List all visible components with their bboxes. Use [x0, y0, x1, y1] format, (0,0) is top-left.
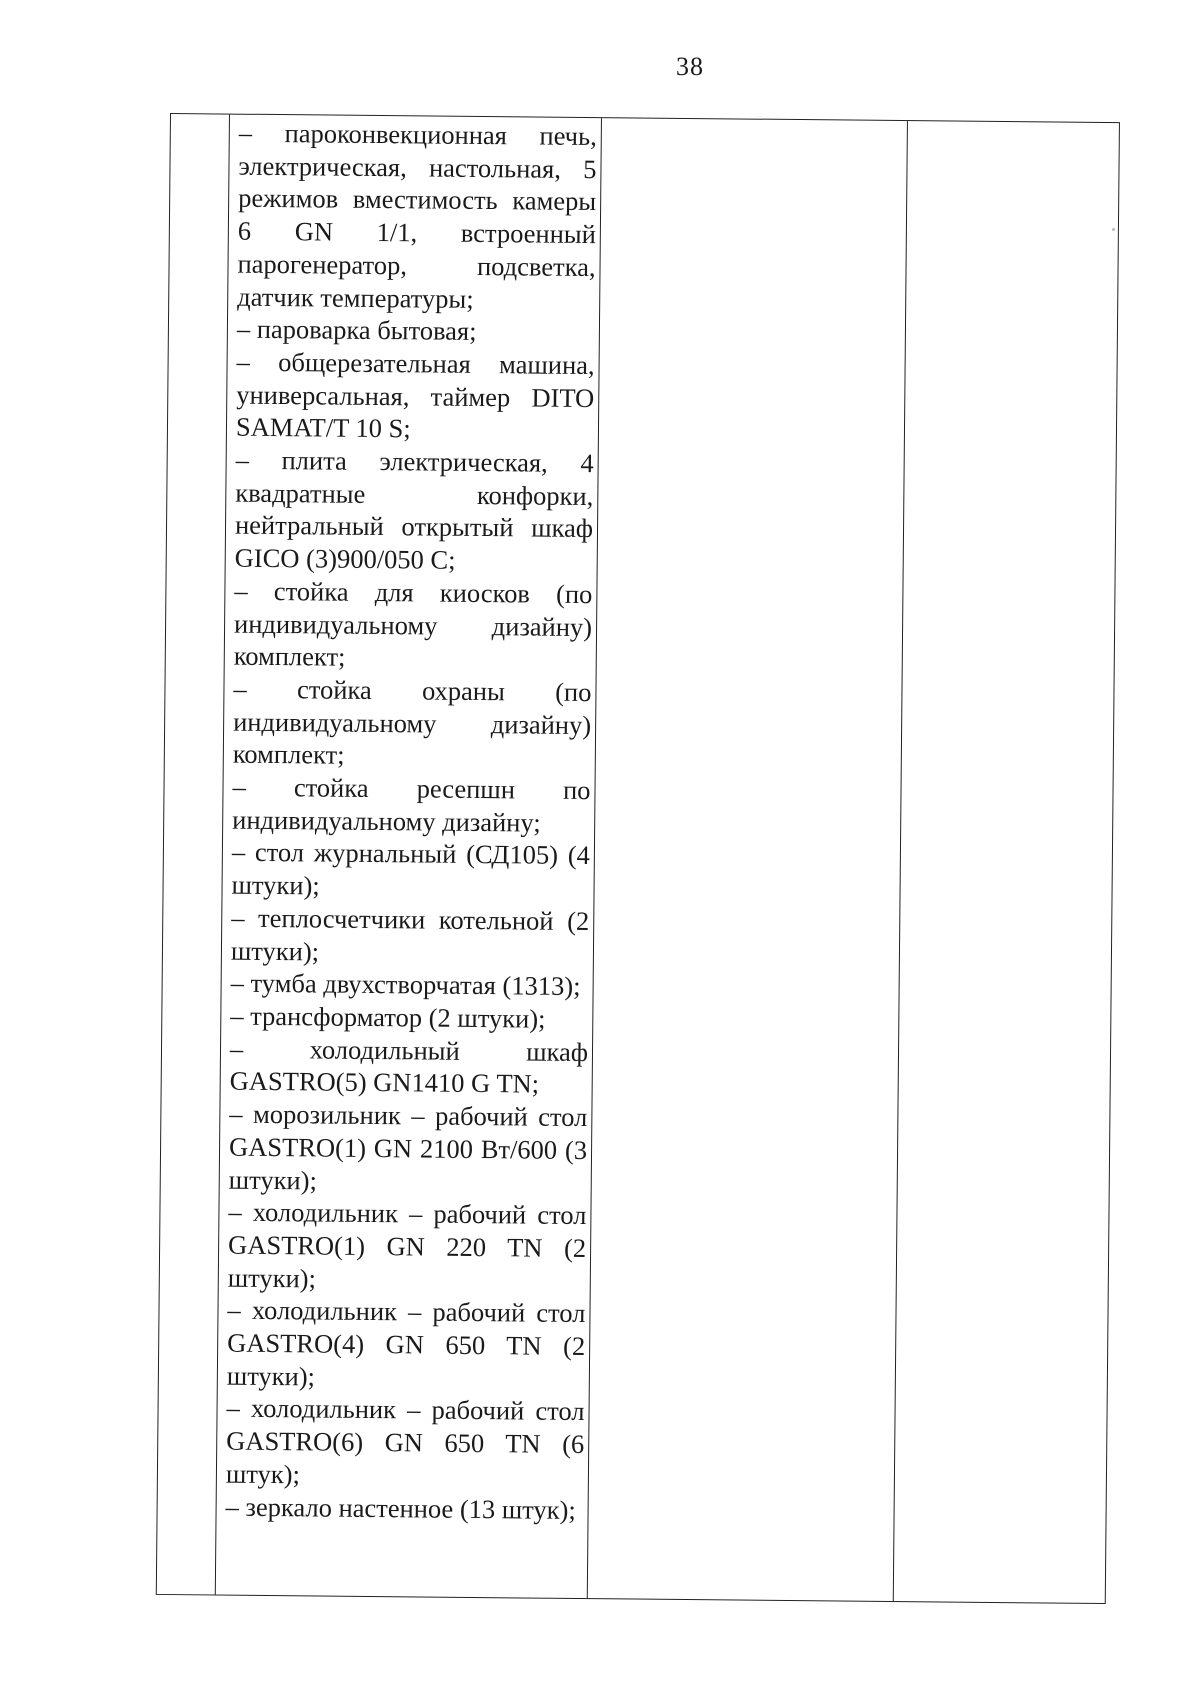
list-item: – стойка охраны (по индивидуальному дизайну) комплект;: [232, 673, 592, 771]
list-item: – пароконвекционная печь, электрическая, настольная, 5 режимов вместимость камеры 6 GN 1/1, встроенный парогенератор, подсветка, датчик температуры;: [237, 117, 597, 314]
list-item: – стойка ресепшн по индивидуальному дизайну;: [232, 771, 591, 838]
list-item: – зеркало настенное (13 штук);: [225, 1491, 576, 1525]
equipment-table: [156, 113, 1120, 1604]
list-item: – плита электрическая, 4 квадратные конфорки, нейтральный открытый шкаф GICO (3)900/050 C;: [234, 444, 594, 575]
list-item: – стол журнальный (СД105) (4 штуки);: [231, 837, 591, 901]
list-item: – холодильный шкаф GASTRO(5) GN1410 G TN;: [229, 1033, 589, 1099]
list-item: – тумба двухстворчатая (1313);: [230, 967, 581, 1002]
list-item: – пароварка бытовая;: [236, 313, 477, 347]
list-item: – общерезательная машина, универсальная, таймер DITO SAMAT/T 10 S;: [235, 346, 595, 444]
list-item: – стойка для киосков (по индивидуальному дизайну) комплект;: [233, 575, 593, 672]
list-item: – трансформатор (2 штуки);: [230, 1000, 546, 1034]
column-divider: [893, 121, 908, 1601]
list-item: – холодильник – рабочий стол GASTRO(6) GN 650 TN (6 штук);: [225, 1393, 585, 1490]
list-item: – холодильник – рабочий стол GASTRO(1) GN 220 TN (2 штуки);: [227, 1196, 587, 1294]
scan-speck: [1112, 228, 1115, 231]
list-item: – холодильник – рабочий стол GASTRO(4) GN 650 TN (2 штуки);: [226, 1294, 586, 1392]
list-item: – теплосчетчики котельной (2 штуки);: [230, 902, 590, 967]
list-item: – морозильник – рабочий стол GASTRO(1) GN 2100 Вт/600 (3 штуки);: [228, 1098, 588, 1195]
equipment-list: [225, 117, 596, 1527]
page-number: 38: [676, 52, 704, 81]
